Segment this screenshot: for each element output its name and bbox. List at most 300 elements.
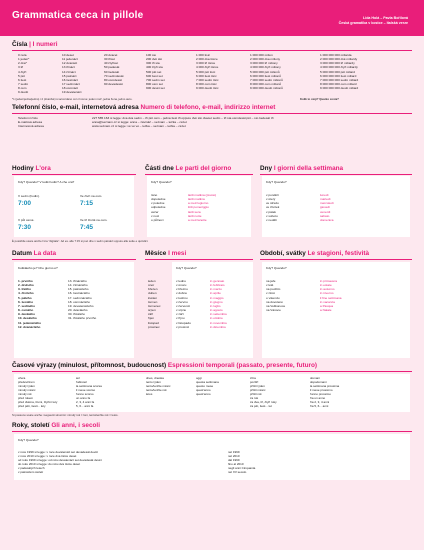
daypart-cz: v noci xyxy=(151,213,160,218)
number-item: 14 čtrnáct xyxy=(62,69,76,74)
year-item: v patnáctém století xyxy=(18,470,44,475)
number-item: 1 000 000 000 miliarda xyxy=(320,53,352,57)
month-nominative: srpen xyxy=(148,308,156,313)
weekdays-section xyxy=(260,165,343,172)
month-cz: v březnu xyxy=(176,287,188,292)
temporal-item-it: oggi xyxy=(196,376,202,380)
number-item: 16 šestnáct xyxy=(62,77,78,82)
numbers-note-question: Kolik to stojí? Quanto costa? xyxy=(300,97,339,101)
numbers-note: *1 (jeden/jedna/jedno) i 2 (dva/dvě) si accordano con il nome: jeden muž, jedna žena, jedno auto. xyxy=(12,97,133,101)
weekday-it: venerdì xyxy=(320,209,331,214)
number-item: 3 000 000 000 tři miliardy xyxy=(320,61,355,66)
hours-question: Kdy? Quando? V kolik hodin? A che ora? xyxy=(18,180,75,184)
year-item-it: fino al 2010 xyxy=(228,462,244,467)
number-item: 19 devatenáct xyxy=(62,90,82,95)
daypart-it: a mezzanotte xyxy=(188,217,207,222)
temporal-item-it: 5, 6... anni fa xyxy=(76,404,94,409)
numbers-column xyxy=(320,53,358,90)
number-item: 9 000 000 devět milionů xyxy=(250,86,283,91)
temporal-item: tento/tenhle měsíc xyxy=(146,384,171,389)
month-nominative: říjen xyxy=(148,316,155,321)
temporal-item: předevčírem xyxy=(18,380,35,385)
date-item: 30. třicátého xyxy=(68,312,86,317)
hours-title: Hodiny L'ora xyxy=(12,165,51,172)
number-item: 3 000 tři tisíce xyxy=(196,61,216,66)
number-item: 9 000 000 000 devět miliard xyxy=(320,86,359,91)
temporal-item-it: quest'anno xyxy=(196,392,211,397)
month-nominative: duben xyxy=(148,291,157,296)
seasons-question: Kdy? Quando? xyxy=(266,266,287,270)
daypart-cz: večer xyxy=(151,209,159,214)
month-it: in dicembre xyxy=(210,324,226,329)
temporal-past-cz xyxy=(18,376,57,408)
temporal-item: pozítří xyxy=(250,380,259,385)
email-value: anna@seznam.cz si legge: anna – zavináč – seznam – tečka – cézet xyxy=(92,120,187,125)
phone-values xyxy=(92,116,273,128)
date-item: 7. sedmého xyxy=(18,303,36,308)
temporal-item: tento týden xyxy=(146,380,161,385)
number-item: 90 devadesát xyxy=(104,82,123,87)
number-item: 900 devět set xyxy=(146,86,165,91)
daypart-cz: dopoledne xyxy=(151,197,166,202)
number-item: 80 osmdesát xyxy=(104,77,122,82)
months-section xyxy=(145,250,186,257)
temporal-item: za rok xyxy=(250,396,259,401)
date-item: 31. třicátého prvního xyxy=(68,316,97,321)
number-item: 10 deset xyxy=(62,53,74,57)
weekdays-it-list xyxy=(320,193,334,222)
month-cz: v lednu xyxy=(176,279,186,283)
temporal-item: příští rok xyxy=(250,392,262,397)
month-cz: v dubnu xyxy=(176,291,188,296)
season-cz: v létě xyxy=(266,283,274,288)
number-item: 6 šest xyxy=(18,77,27,82)
date-item: 10. desátého xyxy=(18,316,37,321)
hours-time-4: 7:45 xyxy=(80,224,94,231)
number-item: 4 čtyři xyxy=(18,69,27,74)
date-item: 11. jedenáctého xyxy=(18,320,42,325)
number-item: 5 000 pět tisíc xyxy=(196,69,216,74)
weekday-it: martedì xyxy=(320,197,331,202)
date-list-1 xyxy=(18,279,41,329)
seasons-section xyxy=(260,250,369,257)
temporal-item-it: l'altroieri xyxy=(76,380,88,385)
year-item: v padesátých letech xyxy=(18,466,45,471)
numbers-title: Čísla | I numeri xyxy=(12,41,58,48)
temporal-item-it: un anno fa xyxy=(76,396,91,401)
date-item: 3. třetího xyxy=(18,287,32,292)
number-item: 500 pět set xyxy=(146,69,162,74)
month-cz: v únoru xyxy=(176,283,187,288)
number-item: 300 tři sta xyxy=(146,61,160,66)
temporal-present-cz xyxy=(146,376,171,396)
number-item: 8 osm xyxy=(18,86,27,91)
temporal-item-it: quest'anno xyxy=(196,388,211,393)
temporal-item-it: la settimana prossima xyxy=(310,384,340,389)
seasons-cz-list xyxy=(266,279,285,312)
daypart-it: la/di mattina xyxy=(188,197,205,202)
year-item: v roce 2010 si legge: v roce dva tisíce deset xyxy=(18,454,77,459)
number-item: 3 tři xyxy=(18,65,24,70)
number-item: 4 000 000 čtyři miliony xyxy=(250,65,281,70)
weekday-cz: v pátek xyxy=(266,209,276,214)
temporal-item-it: il mese scorso xyxy=(76,388,96,393)
month-nominative: červenec xyxy=(148,303,161,308)
seasons-divider xyxy=(260,259,412,260)
months-nom-list xyxy=(148,279,161,329)
authors xyxy=(339,16,408,26)
year-item: do roku 2010 si legge: do roku dva tisíce deset xyxy=(18,462,81,467)
daypart-cz: odpoledne xyxy=(151,205,166,210)
phone-label: Telefonní číslo xyxy=(18,116,38,120)
weekday-cz: v pondělí xyxy=(266,193,279,197)
month-it: in luglio xyxy=(210,303,221,308)
temporal-section xyxy=(12,362,317,369)
numbers-divider xyxy=(12,50,412,51)
temporal-future-it xyxy=(310,376,339,408)
number-item: 4 000 čtyři tisíce xyxy=(196,65,219,70)
temporal-note: Si possono usare anche i seguenti sinonimi: minulý rok = loni, tento/tenhle rok = letos. xyxy=(12,413,119,417)
month-nominative: prosinec xyxy=(148,324,160,329)
hours-time-2: 7:15 xyxy=(80,200,94,207)
temporal-item: minulý týden xyxy=(18,384,35,389)
month-cz: v srpnu xyxy=(176,308,187,313)
seasons-it-list xyxy=(320,279,342,312)
month-cz: v červnu xyxy=(176,299,188,304)
season-it: in primavera xyxy=(320,279,338,283)
phone-title: Telefonní číslo, e-mail, internetová adresa Numero di telefono, e-mail, indirizzo internet xyxy=(12,104,276,111)
season-cz: na Velikonoce xyxy=(266,303,286,308)
numbers-column xyxy=(18,53,29,95)
month-cz: v září xyxy=(176,312,184,317)
temporal-past-it xyxy=(76,376,102,408)
temporal-item-it: domani xyxy=(310,376,320,380)
temporal-present-it xyxy=(196,376,219,396)
date-item: 2. druhého xyxy=(18,283,34,288)
season-it: il fine settimana xyxy=(320,295,342,300)
hours-box xyxy=(14,176,134,237)
years-cz-list xyxy=(18,450,102,474)
month-it: in settembre xyxy=(210,312,228,317)
number-item: 1 000 tisíc xyxy=(196,53,211,57)
numbers-column xyxy=(146,53,165,90)
number-item: 20 dvacet xyxy=(104,53,118,57)
weekday-cz: ve středu xyxy=(266,201,279,206)
temporal-item-it: fra 5, 6... anni xyxy=(310,404,329,409)
month-it: in novembre xyxy=(210,320,228,325)
number-item: 7 000 000 sedm milionů xyxy=(250,77,283,82)
number-item: 5 000 000 pět milionů xyxy=(250,69,280,74)
web-value: www.seznam.cz si legge: vé vé vé – tečka – seznam – tečka – cézet xyxy=(92,124,186,129)
month-it: in febbraio xyxy=(210,283,225,288)
date-item: 4. čtvrtého xyxy=(18,291,34,296)
hours-time-1: 7:00 xyxy=(18,200,32,207)
year-item: od roku 1999 si legge: od roku devatenáct set devadesát devět xyxy=(18,458,102,463)
temporal-item: před dvěma, třemi, čtyřmi lety xyxy=(18,400,58,405)
temporal-item: zítra xyxy=(250,376,256,380)
number-item: 40 čtyřicet xyxy=(104,61,119,66)
year-item-it: nel 1999 xyxy=(228,450,240,454)
phone-value: 227 585 163 si legge: dva dva sedm – tři pět osm – jedna šest tři oppure dvě stě dvacet sedm – tři sta osmdesát pět – sto šedesát tři xyxy=(92,116,274,120)
temporal-item-it: l'anno scorso xyxy=(76,392,94,397)
temporal-item-it: il mese prossimo xyxy=(310,388,333,393)
year-item-it: negli anni Cinquanta xyxy=(228,466,256,471)
date-item: 16. šestnáctého xyxy=(68,291,90,296)
number-item: 11 jedenáct xyxy=(62,57,78,62)
month-cz: v listopadu xyxy=(176,320,191,325)
number-item: 13 třináct xyxy=(62,65,75,70)
number-item: 15 patnáct xyxy=(62,73,77,78)
temporal-item: před pěti, šesti... lety xyxy=(18,404,46,409)
weekdays-box xyxy=(262,176,410,237)
number-item: 12 dvanáct xyxy=(62,61,78,66)
month-nominative: únor xyxy=(148,283,155,288)
numbers-column xyxy=(250,53,283,90)
temporal-future-cz xyxy=(250,376,277,408)
number-item: 400 čtyři sta xyxy=(146,65,163,70)
temporal-item-it: fra 2, 3, 4 anni xyxy=(310,400,330,405)
weekdays-question: Kdy? Quando? xyxy=(266,180,287,184)
season-it: a Pasqua xyxy=(320,303,334,308)
temporal-item: dnes, dneska xyxy=(146,376,164,380)
number-item: 5 pět xyxy=(18,73,25,78)
daypart-it: la/di mattina (presto) xyxy=(188,193,217,197)
temporal-title: Časové výrazy (minulost, přítomnost, budoucnost) Espressioni temporali (passato, presente, futuro) xyxy=(12,362,318,369)
month-it: in giugno xyxy=(210,299,223,304)
dayparts-cz-list xyxy=(151,193,165,222)
numbers-column xyxy=(196,53,219,90)
season-it: in inverno xyxy=(320,291,334,296)
temporal-item-it: dopodomani xyxy=(310,380,327,385)
hours-label-1: V sedm (hodin). xyxy=(18,194,40,198)
years-it-list xyxy=(228,450,255,474)
dayparts-title: Části dne Le parti del giorno xyxy=(145,165,232,172)
number-item: 70 sedmdesát xyxy=(104,73,124,78)
page-header xyxy=(0,0,424,36)
temporal-item: před rokem xyxy=(18,396,34,401)
daypart-it: il/di pomeriggio xyxy=(188,205,209,210)
hours-divider xyxy=(12,174,136,175)
number-item: 1 jeden* xyxy=(18,57,30,62)
weekday-cz: v sobotu xyxy=(266,213,278,218)
date-item: 6. šestého xyxy=(18,299,34,304)
year-item-it: nel 2010 xyxy=(228,454,240,459)
weekday-it: mercoledì xyxy=(320,201,334,206)
phone-section xyxy=(12,104,275,111)
temporal-item: za pět, šest... let xyxy=(250,404,272,409)
season-cz: na Vánoce xyxy=(266,308,281,313)
number-item: 2 000 000 000 dvě miliardy xyxy=(320,57,358,62)
month-nominative: červen xyxy=(148,299,158,304)
number-item: 800 osm set xyxy=(146,82,163,87)
phone-divider xyxy=(12,113,412,114)
date-item: 1. prvního xyxy=(18,279,33,283)
number-item: 1 000 000 milion xyxy=(250,53,273,57)
date-item: 13. třináctého xyxy=(68,279,87,283)
weekday-it: giovedì xyxy=(320,205,330,210)
number-item: 7 sedm xyxy=(18,82,29,87)
month-it: in marzo xyxy=(210,287,222,292)
number-item: 2 dva* xyxy=(18,61,27,66)
number-item: 2 000 000 dva miliony xyxy=(250,57,281,62)
date-divider xyxy=(12,259,136,260)
month-cz: v květnu xyxy=(176,295,188,300)
months-question: Kdy? Quando? xyxy=(176,266,197,270)
number-item: 8 000 000 osm milionů xyxy=(250,82,282,87)
date-item: 19. devatenáctého xyxy=(68,303,94,308)
temporal-item: příští týden xyxy=(250,384,265,389)
date-question: Kolikátého je? Che giorno è? xyxy=(18,266,58,270)
season-it: in estate xyxy=(320,283,332,288)
weekdays-divider xyxy=(260,174,412,175)
season-cz: o víkendu xyxy=(266,295,280,300)
season-cz: na podzim xyxy=(266,287,281,292)
weekdays-title: Dny I giorni della settimana xyxy=(260,165,344,172)
year-item-it: nel XV secolo xyxy=(228,470,247,475)
number-item: 50 padesát xyxy=(104,65,120,70)
date-item: 14. čtrnáctého xyxy=(68,283,88,288)
year-item: v roce 1999 si legge: v roce devatenáct set devadesát devět xyxy=(18,450,98,454)
number-item: 30 třicet xyxy=(104,57,116,62)
temporal-item: příští měsíc xyxy=(250,388,266,393)
month-it: in maggio xyxy=(210,295,224,300)
temporal-item: letos xyxy=(146,392,153,397)
email-label: E-mailová adresa xyxy=(18,120,43,125)
weekday-cz: ve čtvrtek xyxy=(266,205,280,210)
number-item: 4 000 000 000 čtyři miliardy xyxy=(320,65,358,70)
date-item: 15. patnáctého xyxy=(68,287,89,292)
hours-time-3: 7:30 xyxy=(18,224,32,231)
number-item: 9 devět xyxy=(18,90,29,95)
dayparts-divider xyxy=(145,174,253,175)
number-item: 7 000 000 000 sedm miliard xyxy=(320,77,359,82)
years-title: Roky, století Gli anni, i secoli xyxy=(12,422,100,429)
season-it: in vacanza xyxy=(320,299,335,304)
year-item-it: dal 1999 xyxy=(228,458,240,463)
temporal-item-it: l'anno prossimo xyxy=(310,392,331,397)
dayparts-question: Kdy? Quando? xyxy=(151,180,172,184)
number-item: 0 nula xyxy=(18,53,27,57)
numbers-column xyxy=(104,53,123,86)
month-nominative: leden xyxy=(148,279,156,283)
number-item: 3 000 000 tři miliony xyxy=(250,61,278,66)
hours-label-4: Ve tři čtvrtě na osm. xyxy=(80,218,108,222)
date-item: 17. sedmnáctého xyxy=(68,295,92,300)
phone-labels xyxy=(18,116,44,128)
page-title: Grammatica ceca in pillole xyxy=(12,10,144,21)
number-item: 200 dvě stě xyxy=(146,57,162,62)
month-nominative: listopad xyxy=(148,320,159,325)
dayparts-it-list xyxy=(188,193,216,222)
temporal-item-it: questo mese xyxy=(196,384,214,389)
season-it: in autunno xyxy=(320,287,335,292)
temporal-item: tento/tenhle rok xyxy=(146,388,167,393)
month-it: in ottobre xyxy=(210,316,223,321)
month-nominative: květen xyxy=(148,295,158,300)
date-item: 9. devátého xyxy=(18,312,36,317)
date-item: 20. dvacátého xyxy=(68,308,88,313)
number-item: 8 000 000 000 osm miliard xyxy=(320,82,357,87)
months-cz-list xyxy=(176,279,191,329)
weekdays-cz-list xyxy=(266,193,279,222)
number-item: 8 000 osm tisíc xyxy=(196,82,217,87)
month-it: in aprile xyxy=(210,291,221,296)
seasons-title: Období, svátky Le stagioni, festività xyxy=(260,250,370,257)
temporal-item: za dva, tři, čtyři roky xyxy=(250,400,277,405)
daypart-it: la/di sera xyxy=(188,209,201,214)
hours-label-3: V půl osmé. xyxy=(18,218,35,222)
month-it: in agosto xyxy=(210,308,223,313)
web-label: Internetová adresa xyxy=(18,124,44,129)
number-item: 5 000 000 000 pět miliard xyxy=(320,69,355,74)
date-title: Datum La data xyxy=(12,250,57,257)
temporal-divider xyxy=(12,371,412,372)
years-question: Kdy? Quando? xyxy=(18,438,39,442)
month-nominative: březen xyxy=(148,287,158,292)
temporal-item: minulý rok xyxy=(18,392,32,397)
months-it-list xyxy=(210,279,227,329)
years-section xyxy=(12,422,100,429)
weekday-it: domenica xyxy=(320,217,334,222)
month-cz: v červenci xyxy=(176,303,190,308)
weekday-it: sabato xyxy=(320,213,330,218)
numbers-column xyxy=(62,53,81,95)
number-item: 18 osmnáct xyxy=(62,86,78,91)
season-cz: na dovolené xyxy=(266,299,283,304)
number-item: 6 000 000 šest milionů xyxy=(250,73,281,78)
season-cz: na jaře xyxy=(266,279,276,283)
numbers-section xyxy=(12,41,58,48)
hours-note: È possibile usare anche l'ora "digitale". Ad es. alle 7:15 si può dire v sedm patnáct oppure alle sette e quindici. xyxy=(12,239,149,243)
daypart-it: la/di notte xyxy=(188,213,202,218)
date-item: 5. pátého xyxy=(18,295,32,300)
month-cz: v prosinci xyxy=(176,324,190,329)
number-item: 7 000 sedm tisíc xyxy=(196,77,219,82)
temporal-item-it: fra un anno xyxy=(310,396,326,401)
number-item: 60 šedesát xyxy=(104,69,120,74)
number-item: 100 sto xyxy=(146,53,157,57)
daypart-cz: ráno xyxy=(151,193,158,197)
number-item: 700 sedm set xyxy=(146,77,165,82)
number-item: 600 šest set xyxy=(146,73,163,78)
temporal-item: minulý měsíc xyxy=(18,388,36,393)
month-cz: v říjnu xyxy=(176,316,185,321)
months-divider xyxy=(145,259,253,260)
authors-subtitle: Česká gramatika v kostce – Italská verze xyxy=(338,21,408,25)
weekday-it: lunedì xyxy=(320,193,329,197)
temporal-item-it: ieri xyxy=(76,376,81,380)
temporal-item-it: 2, 3, 4 anni fa xyxy=(76,400,95,405)
years-divider xyxy=(12,431,412,432)
temporal-item-it: la settimana scorsa xyxy=(76,384,102,389)
temporal-item: včera xyxy=(18,376,26,380)
number-item: 9 000 devět tisíc xyxy=(196,86,219,91)
weekday-cz: v úterý xyxy=(266,197,276,202)
season-cz: v zimě xyxy=(266,291,275,296)
number-item: 6 000 000 000 šest miliard xyxy=(320,73,357,78)
weekday-cz: v neděli xyxy=(266,217,277,222)
hours-label-2: Ve čtvrt na osm. xyxy=(80,194,103,198)
date-item: 18. osmnáctého xyxy=(68,299,91,304)
daypart-cz: v poledne xyxy=(151,201,165,206)
daypart-it: a mezzogiorno xyxy=(188,201,209,206)
number-item: 6 000 šest tisíc xyxy=(196,73,217,78)
number-item: 2 000 dva tisíce xyxy=(196,57,218,62)
month-it: in gennaio xyxy=(210,279,225,283)
authors-names: Lida Holá – Pavla Bořilová xyxy=(363,16,408,20)
date-list-2 xyxy=(68,279,96,321)
months-title: Měsíce I mesi xyxy=(145,250,187,257)
